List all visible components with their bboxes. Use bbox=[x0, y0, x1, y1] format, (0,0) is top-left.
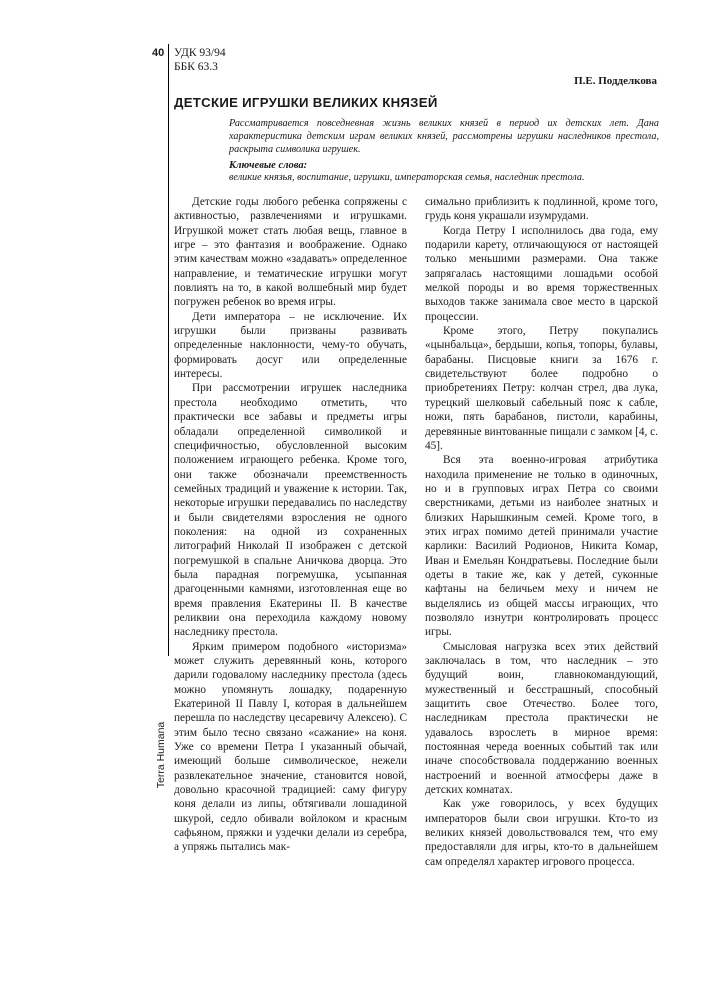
paragraph: Дети императора – не исключение. Их игрушки были призваны развивать определенные наклонности, чему-то обучать, формировать досуг или определенные интересы. bbox=[174, 310, 407, 381]
author-name: П.Е. Подделкова bbox=[574, 75, 657, 87]
journal-name bbox=[151, 700, 171, 810]
body-column-right bbox=[425, 195, 658, 869]
paragraph: Смысловая нагрузка всех этих действий заключалась в том, что наследник – это будущий воин, главнокомандующий, мужественный и бесстрашный, способный защитить свое Отечество. Более того, наследникам престола практически не удавалось взрослеть в мирное время: постоянная череда военных событий так или иначе способствовала поддержанию военных настроений и военной атмосферы даже в детских комнатах. bbox=[425, 640, 658, 797]
body-column-left bbox=[174, 195, 407, 855]
paragraph: При рассмотрении игрушек наследника престола необходимо отметить, что практически все забавы и предметы игры обладали определенной символикой и специфичностью, обусловленной высоким положением играющего ребенка. Кроме того, они также обозначали преемственность семейных традиций и уважение к истории. Так, некоторые игрушки передавались по наследству и были свидетелями взросления не одного поколения: на одной из сохраненных литографий Николай II изображен с детской погремушкой в спальне Аничкова дворца. Это была парадная погремушка, усыпанная драгоценными камнями, изготовленная еще во время правления Екатерины II. В качестве реликвии она переходила каждому новому наследнику престола. bbox=[174, 382, 407, 639]
paragraph: Ярким примером подобного «историзма» может служить деревянный конь, которого дарили годовалому наследнику престола (здесь можно упомянуть лошадку, подаренную Екатериной II Павлу I, которая в дальнейшем перешла по наследству цесаревичу Алексею). С этим было тесно связано «сажание» на коня. Уже со времени Петра I указанный обычай, имеющий больше символическое, нежели развлекательное значение, становится новой, довольно красочной традицией: саму фигуру коня делали из липы, обтягивали лошадиной шкурой, седло обивали войлоком и красным сафьяном, пряжки и уздечки делали из серебра, а упряжь пытались мак- bbox=[174, 640, 407, 854]
keywords: великие князья, воспитание, игрушки, императорская семья, наследник престола. bbox=[229, 172, 585, 183]
paragraph: Как уже говорилось, у всех будущих императоров были свои игрушки. Кто-то из великих князей довольствовался тем, что ему предоставляли для игры, кто-то в дальнейшем сам определял характер игрового процесса. bbox=[425, 798, 658, 868]
paragraph: Вся эта военно-игровая атрибутика находила применение не только в одиночных, но и в групповых играх Петра со своими сверстниками, детьми из наиболее знатных и близких Нарышкиным семей. Кроме того, в этих играх помимо детей принимали участие карлики: Василий Родионов, Никита Комар, Иван и Емельян Кондратьевы. Последние были одеты в такие же, как у детей, суконные кафтаны на беличьем меху и ничем не выделялись из общей массы играющих, что позволяло изнутри контролировать процесс игры. bbox=[425, 454, 658, 639]
article-title: ДЕТСКИЕ ИГРУШКИ ВЕЛИКИХ КНЯЗЕЙ bbox=[174, 95, 438, 110]
bbk-code: ББК 63.3 bbox=[174, 61, 218, 73]
paragraph: Детские годы любого ребенка сопряжены с активностью, развлечениями и игрушками. Игрушкой может стать любая вещь, главное в игре – это фантазия и воображение. Однако этим качествам можно «задавать» определенное направление, и тематические игрушки могут повлиять на то, в какой волшебный мир будет погружен ребенок во время игры. bbox=[174, 196, 407, 309]
page-number: 40 bbox=[152, 47, 165, 59]
margin-rule bbox=[168, 44, 169, 656]
journal-name-text: Terra Humana bbox=[155, 721, 167, 789]
paragraph: Кроме этого, Петру покупались «цынбальца», бердыши, копья, топоры, булавы, барабаны. Писцовые книги за 1676 г. свидетельствуют более подробно о приобретениях Петру: колчан стрел, два лука, турецкий шелковый сабельный пояс к сабле, ножи, пять барабанов, пистоли, карабины, деревянные винтованные пищали с замком [4, с. 45]. bbox=[425, 325, 658, 452]
classification-codes bbox=[174, 46, 226, 74]
paragraph-continued: симально приблизить к подлинной, кроме того, грудь коня украшали изумрудами. bbox=[425, 196, 658, 223]
paragraph: Когда Петру I исполнилось два года, ему подарили карету, отличающуюся от настоящей только меньшими размерами. Она также запрягалась настоящими лошадьми особой мелкой породы и во время торжественных выходов также занимала свое место в царской процессии. bbox=[425, 224, 658, 323]
keywords-label: Ключевые слова: bbox=[229, 160, 308, 171]
udc-code: УДК 93/94 bbox=[174, 47, 226, 59]
abstract: Рассматривается повседневная жизнь великих князей в период их детских лет. Дана характеристика детским играм великих князей, рассмотрены игрушки наследников престола, раскрыта символика игрушек. bbox=[229, 118, 659, 155]
